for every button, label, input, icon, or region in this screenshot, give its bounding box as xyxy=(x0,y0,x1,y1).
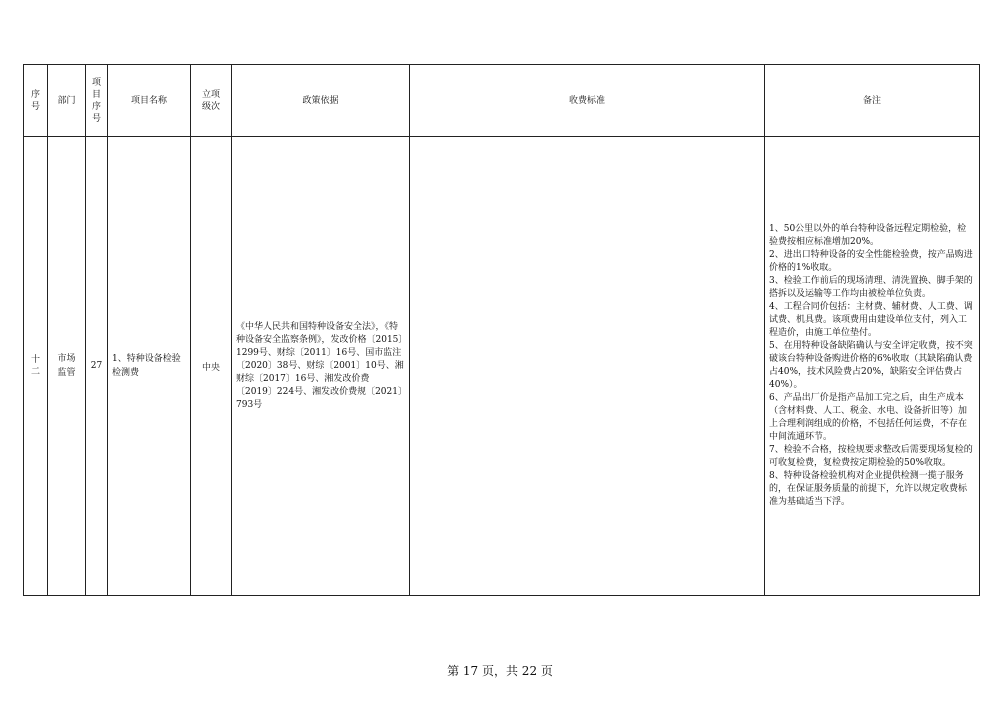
note-item: 2、进出口特种设备的安全性能检验费，按产品购进价格的1%收取。 xyxy=(769,250,973,273)
page-number: 第 17 页，共 22 页 xyxy=(447,664,553,678)
note-item: 1、50公里以外的单台特种设备远程定期检验，检验费按相应标准增加20%。 xyxy=(769,224,967,247)
header-policy: 政策依据 xyxy=(232,65,410,137)
note-item: 6、产品出厂价是指产品加工完之后，由生产成本（含材料费、人工、税金、水电、设备折旧等）加上合理利润组成的价格，不包括任何运费，不存在中间流通环节。 xyxy=(769,393,968,442)
note-item: 5、在用特种设备缺陷确认与安全评定收费，按不突破该台特种设备购进价格的6%收取（其缺陷确认费占40%，技术风险费占20%，缺陷安全评估费占40%）。 xyxy=(769,341,973,390)
note-item: 7、检验不合格，按检规要求整改后需要现场复检的可收复检费，复检费按定期检验的50%收取。 xyxy=(769,445,973,468)
cell-seq: 十二 xyxy=(24,137,48,596)
cell-level: 中央 xyxy=(191,137,232,596)
cell-policy: 《中华人民共和国特种设备安全法》，《特种设备安全监察条例》，发改价格〔2015〕1299号、财综〔2011〕16号、国市监注〔2020〕38号、财综〔2001〕10号、湘财综〔2017〕16号、湘发改价费〔2019〕224号、湘发改价费规〔2021〕793号 xyxy=(232,137,410,596)
header-seq: 序号 xyxy=(24,65,48,137)
note-item: 8、特种设备检验机构对企业提供检测一揽子服务的，在保证服务质量的前提下，允许以规定收费标准为基础适当下浮。 xyxy=(769,471,968,507)
header-item-name: 项目名称 xyxy=(108,65,191,137)
header-row xyxy=(24,65,980,137)
header-standard: 收费标准 xyxy=(410,65,765,137)
cell-standard xyxy=(410,137,765,596)
cell-notes xyxy=(765,137,980,596)
header-item-no: 项目序号 xyxy=(86,65,108,137)
cell-dept: 市场监管 xyxy=(48,137,86,596)
header-dept: 部门 xyxy=(48,65,86,137)
cell-item-name: 1、特种设备检验检测费 xyxy=(108,137,191,596)
cell-item-no: 27 xyxy=(86,137,108,596)
fee-table xyxy=(23,64,980,596)
header-note: 备注 xyxy=(765,65,980,137)
header-level: 立项级次 xyxy=(191,65,232,137)
note-item: 3、检验工作前后的现场清理、清洗置换、脚手架的搭拆以及运输等工作均由被检单位负责。 xyxy=(769,276,973,299)
table-row xyxy=(24,137,980,596)
note-item: 4、工程合同价包括：主材费、辅材费、人工费、调试费、机具费。该项费用由建设单位支付，列入工程造价，由施工单位垫付。 xyxy=(769,302,973,338)
